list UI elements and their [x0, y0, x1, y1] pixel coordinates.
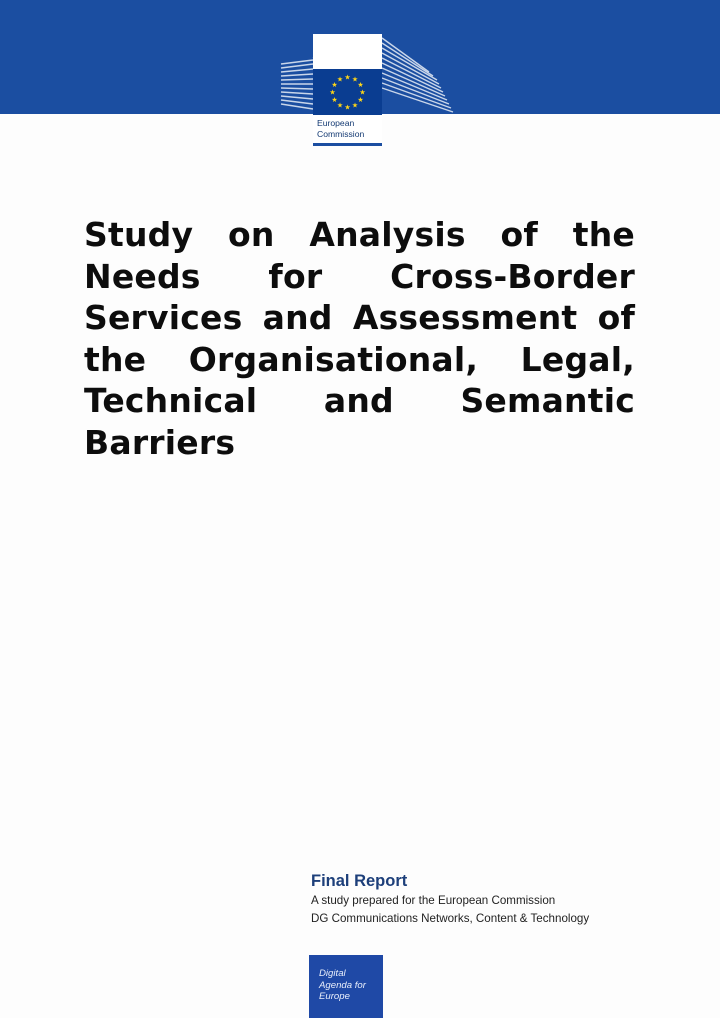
eu-star-icon: ★	[331, 96, 338, 105]
logo-underline	[313, 143, 382, 146]
report-directorate: DG Communications Networks, Content & Technology	[311, 912, 590, 925]
eu-star-icon: ★	[344, 103, 351, 112]
eu-star-icon: ★	[336, 75, 344, 84]
eu-star-icon: ★	[351, 75, 359, 84]
eu-star-icon: ★	[344, 73, 351, 82]
report-subtitle: A study prepared for the European Commission	[311, 894, 556, 907]
document-title: Study on Analysis of the Needs for Cross-Border Services and Assessment of the Organisational, Legal, Technical and Semantic Barriers	[84, 215, 635, 462]
report-info	[311, 870, 691, 928]
eu-star-icon: ★	[357, 81, 364, 90]
badge-line-3: Europe	[319, 991, 350, 1003]
badge-line-2: Agenda for	[319, 979, 366, 991]
eu-star-icon: ★	[336, 101, 344, 110]
digital-agenda-badge	[309, 955, 383, 1018]
eu-star-icon: ★	[359, 88, 366, 97]
eu-star-icon: ★	[329, 88, 336, 97]
badge-line-1: Digital	[319, 968, 346, 979]
logo-line-2: Commission	[317, 128, 365, 139]
report-heading: Final Report	[311, 872, 408, 890]
logo-line-1: European	[317, 118, 355, 128]
eu-flag-icon	[313, 69, 382, 115]
logo-wordmark	[317, 118, 379, 139]
eu-star-icon: ★	[331, 81, 338, 90]
eu-star-icon: ★	[357, 96, 364, 105]
eu-star-icon: ★	[351, 101, 359, 110]
badge-text	[319, 968, 366, 1003]
european-commission-logo	[279, 34, 457, 148]
